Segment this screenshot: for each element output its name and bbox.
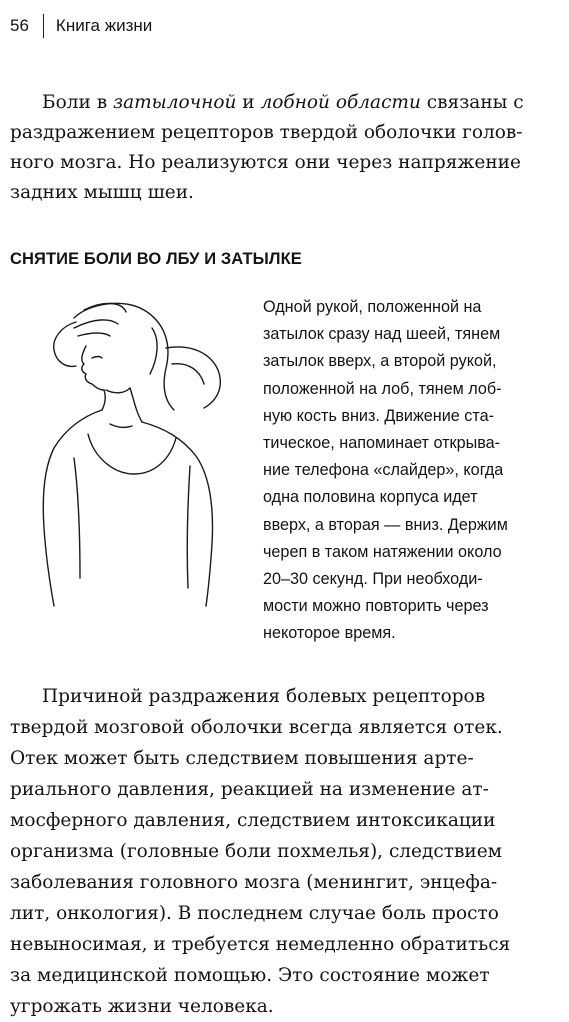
intro-emphasis-frontal: лобной области	[260, 92, 421, 113]
page-number: 56	[10, 16, 29, 35]
intro-emphasis-occipital: затылочной	[113, 92, 237, 113]
book-title: Книга жизни	[55, 16, 153, 35]
header-divider	[43, 14, 44, 38]
causes-paragraph: Причиной раздражения болевых рецепторов твердой мозговой оболочки всегда является отек. Отек может быть следствием повышения арте- риального давления, реакцией на изменение ат- мосферного давления, следствием интоксикации организма (головные боли похмелья), следствием заболевания головного мозга (менингит, энцефа- лит, онкология). В последнем случае боль просто невыносимая, и требуется немедленно обратиться за медицинской помощью. Это состояние может угрожать жизни человека.	[10, 686, 511, 1017]
intro-paragraph	[10, 88, 561, 208]
exercise-instructions: Одной рукой, положенной на затылок сразу над шеей, тянем затылок вверх, а второй рукой, положенной на лоб, тянем лоб- ную кость вниз. Движение ста- тическое, напоминает открыва- ние телефона «слайдер», когда одна половина корпуса идет вверх, а вторая — вниз. Держим череп в таком натяжении около 20–30 секунд. При необходи- мости можно повторить через некоторое время.	[263, 298, 508, 643]
intro-text-2: и	[236, 92, 261, 113]
section-title: СНЯТИЕ БОЛИ ВО ЛБУ И ЗАТЫЛКЕ	[10, 250, 302, 268]
intro-text-1: Боли в	[42, 92, 113, 113]
page-header	[10, 12, 152, 40]
intro-text-3: связаны с раздражением рецепторов твердой оболочки голов- ного мозга. Но реализуются они через напряжение задних мышц шеи.	[10, 92, 524, 203]
exercise-illustration	[14, 288, 250, 608]
